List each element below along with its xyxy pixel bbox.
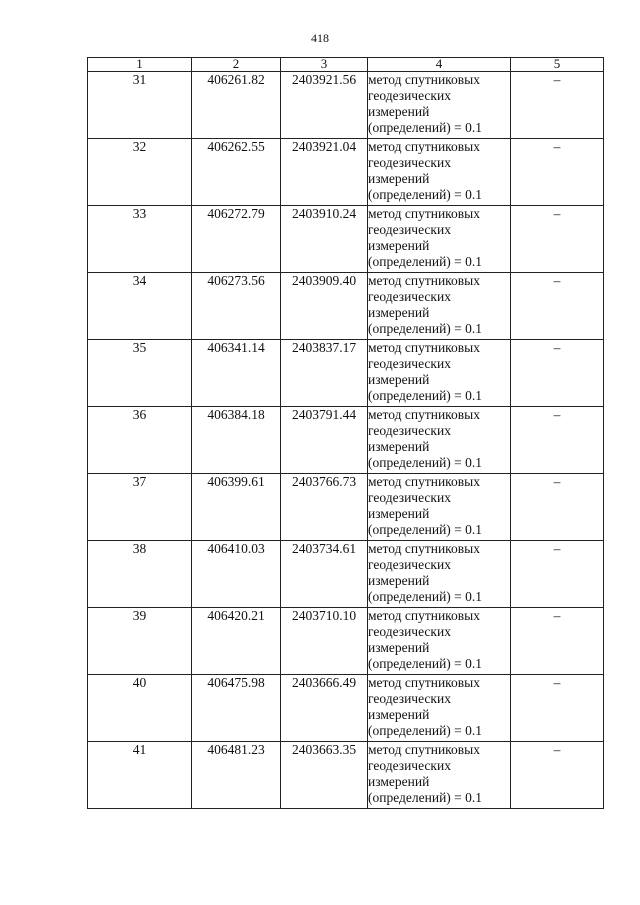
header-col-2: 2 — [192, 58, 281, 72]
coord-x: 406273.56 — [192, 273, 281, 340]
method-line-1: метод спутниковых — [368, 340, 480, 355]
accuracy-cell: – — [511, 742, 604, 809]
point-number: 40 — [88, 675, 192, 742]
method-line-4: (определений) = 0.1 — [368, 522, 483, 537]
method-line-3: измерений — [368, 372, 430, 387]
coord-y: 2403910.24 — [281, 206, 368, 273]
method-line-3: измерений — [368, 104, 430, 119]
method-line-1: метод спутниковых — [368, 72, 480, 87]
method-line-3: измерений — [368, 238, 430, 253]
accuracy-cell: – — [511, 72, 604, 139]
method-line-3: измерений — [368, 305, 430, 320]
method-cell — [368, 139, 511, 206]
table-header-row — [88, 58, 604, 72]
table-row — [88, 675, 604, 742]
coord-y: 2403766.73 — [281, 474, 368, 541]
method-cell — [368, 407, 511, 474]
method-line-1: метод спутниковых — [368, 273, 480, 288]
point-number: 32 — [88, 139, 192, 206]
point-number: 39 — [88, 608, 192, 675]
table-row — [88, 608, 604, 675]
table-row — [88, 340, 604, 407]
method-line-2: геодезических — [368, 758, 451, 773]
method-line-4: (определений) = 0.1 — [368, 723, 483, 738]
method-line-3: измерений — [368, 171, 430, 186]
accuracy-cell: – — [511, 139, 604, 206]
accuracy-cell: – — [511, 474, 604, 541]
point-number: 38 — [88, 541, 192, 608]
coord-y: 2403837.17 — [281, 340, 368, 407]
method-line-3: измерений — [368, 774, 430, 789]
method-line-1: метод спутниковых — [368, 139, 480, 154]
coord-x: 406475.98 — [192, 675, 281, 742]
method-line-4: (определений) = 0.1 — [368, 254, 483, 269]
coord-x: 406481.23 — [192, 742, 281, 809]
method-cell — [368, 273, 511, 340]
coord-y: 2403734.61 — [281, 541, 368, 608]
method-cell — [368, 742, 511, 809]
coord-y: 2403663.35 — [281, 742, 368, 809]
coord-y: 2403921.04 — [281, 139, 368, 206]
method-cell — [368, 541, 511, 608]
method-line-2: геодезических — [368, 624, 451, 639]
method-line-1: метод спутниковых — [368, 206, 480, 221]
accuracy-cell: – — [511, 206, 604, 273]
coord-y: 2403710.10 — [281, 608, 368, 675]
coord-y: 2403791.44 — [281, 407, 368, 474]
accuracy-cell: – — [511, 340, 604, 407]
point-number: 33 — [88, 206, 192, 273]
method-cell — [368, 340, 511, 407]
coord-y: 2403909.40 — [281, 273, 368, 340]
table-row — [88, 273, 604, 340]
table-row — [88, 742, 604, 809]
header-col-3: 3 — [281, 58, 368, 72]
table-row — [88, 407, 604, 474]
method-line-1: метод спутниковых — [368, 608, 480, 623]
point-number: 37 — [88, 474, 192, 541]
method-line-4: (определений) = 0.1 — [368, 120, 483, 135]
header-col-5: 5 — [511, 58, 604, 72]
method-line-1: метод спутниковых — [368, 742, 480, 757]
table-row — [88, 474, 604, 541]
method-line-4: (определений) = 0.1 — [368, 656, 483, 671]
coord-x: 406399.61 — [192, 474, 281, 541]
table-row — [88, 541, 604, 608]
method-line-2: геодезических — [368, 557, 451, 572]
method-line-3: измерений — [368, 439, 430, 454]
point-number: 35 — [88, 340, 192, 407]
method-line-3: измерений — [368, 707, 430, 722]
coord-y: 2403666.49 — [281, 675, 368, 742]
coord-y: 2403921.56 — [281, 72, 368, 139]
method-line-3: измерений — [368, 506, 430, 521]
coord-x: 406262.55 — [192, 139, 281, 206]
accuracy-cell: – — [511, 608, 604, 675]
table-row — [88, 139, 604, 206]
header-col-4: 4 — [368, 58, 511, 72]
method-line-4: (определений) = 0.1 — [368, 388, 483, 403]
table-row — [88, 72, 604, 139]
method-line-2: геодезических — [368, 155, 451, 170]
point-number: 34 — [88, 273, 192, 340]
method-cell — [368, 474, 511, 541]
method-line-2: геодезических — [368, 691, 451, 706]
point-number: 41 — [88, 742, 192, 809]
method-cell — [368, 608, 511, 675]
method-line-4: (определений) = 0.1 — [368, 187, 483, 202]
method-line-2: геодезических — [368, 490, 451, 505]
method-cell — [368, 72, 511, 139]
method-line-4: (определений) = 0.1 — [368, 321, 483, 336]
method-line-4: (определений) = 0.1 — [368, 455, 483, 470]
page-number: 418 — [311, 31, 329, 45]
method-line-1: метод спутниковых — [368, 407, 480, 422]
accuracy-cell: – — [511, 675, 604, 742]
method-cell — [368, 675, 511, 742]
table-row — [88, 206, 604, 273]
coord-x: 406272.79 — [192, 206, 281, 273]
method-line-2: геодезических — [368, 289, 451, 304]
coord-x: 406410.03 — [192, 541, 281, 608]
coordinates-table — [87, 57, 604, 809]
method-line-4: (определений) = 0.1 — [368, 589, 483, 604]
method-line-1: метод спутниковых — [368, 474, 480, 489]
accuracy-cell: – — [511, 407, 604, 474]
method-line-2: геодезических — [368, 222, 451, 237]
method-line-3: измерений — [368, 573, 430, 588]
accuracy-cell: – — [511, 273, 604, 340]
point-number: 36 — [88, 407, 192, 474]
accuracy-cell: – — [511, 541, 604, 608]
method-line-2: геодезических — [368, 88, 451, 103]
method-line-2: геодезических — [368, 423, 451, 438]
coord-x: 406341.14 — [192, 340, 281, 407]
point-number: 31 — [88, 72, 192, 139]
header-col-1: 1 — [88, 58, 192, 72]
method-line-2: геодезических — [368, 356, 451, 371]
method-line-1: метод спутниковых — [368, 541, 480, 556]
method-line-1: метод спутниковых — [368, 675, 480, 690]
method-line-3: измерений — [368, 640, 430, 655]
coord-x: 406420.21 — [192, 608, 281, 675]
coord-x: 406384.18 — [192, 407, 281, 474]
method-line-4: (определений) = 0.1 — [368, 790, 483, 805]
coord-x: 406261.82 — [192, 72, 281, 139]
method-cell — [368, 206, 511, 273]
table-body — [88, 72, 604, 809]
